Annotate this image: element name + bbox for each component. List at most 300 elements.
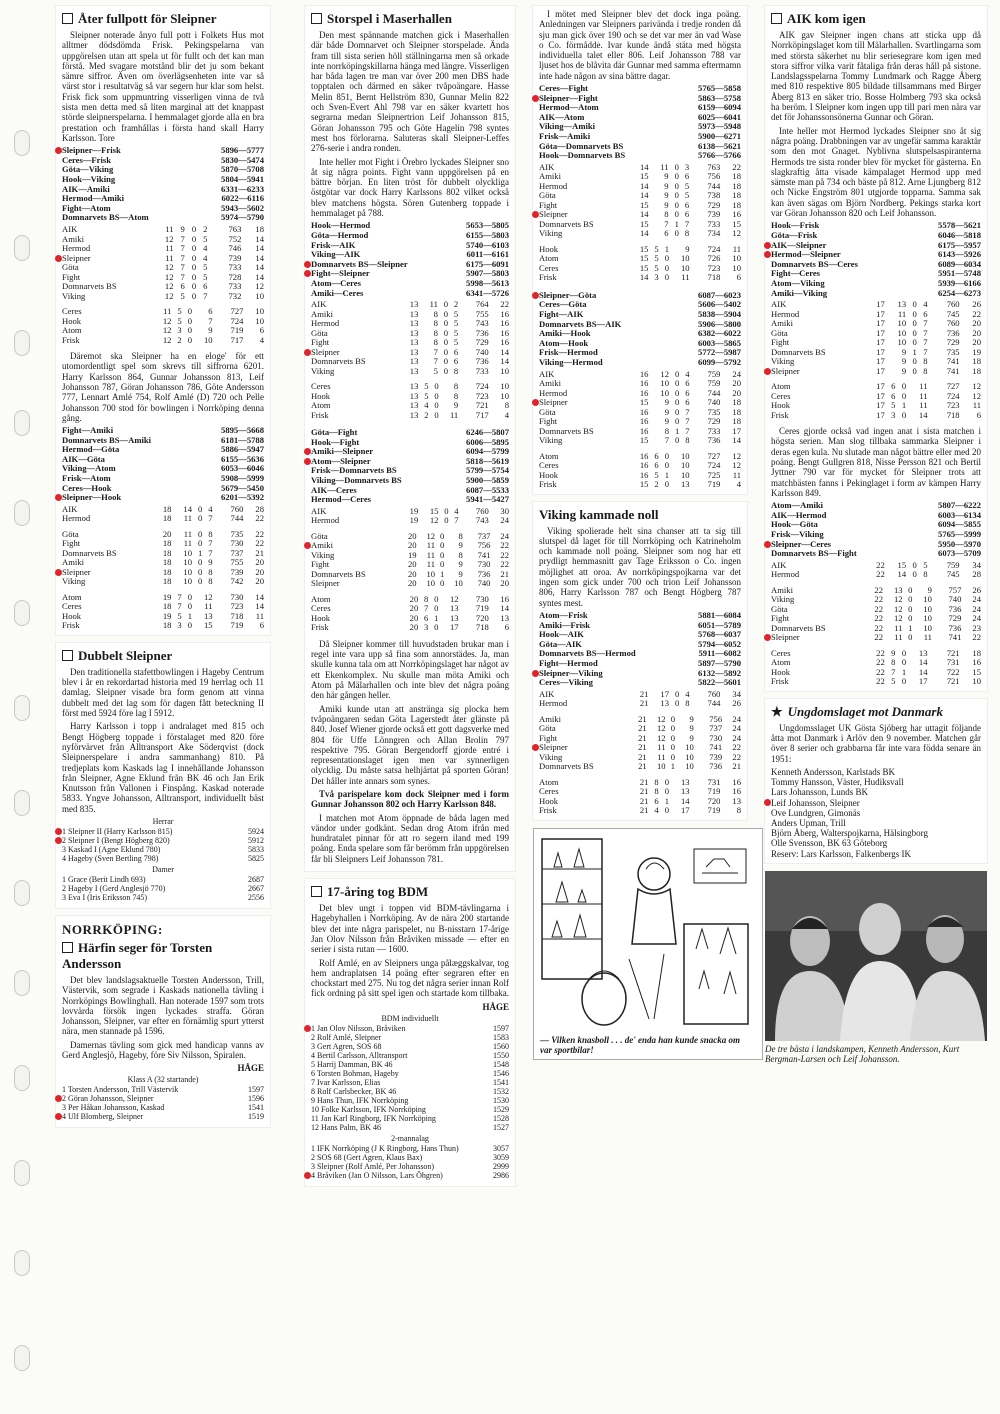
row-label: Amiki	[311, 541, 398, 551]
row-value: 759	[946, 559, 960, 570]
row-value: 18	[732, 397, 741, 408]
row-value: 0	[187, 601, 192, 612]
row-value: 12	[162, 334, 172, 345]
article-headline: AIK kom igen	[771, 11, 981, 27]
row-value: 7	[180, 271, 185, 282]
list-item	[62, 884, 264, 893]
row-value: 3059	[493, 1152, 509, 1162]
row-value: 22	[874, 613, 883, 624]
row-label: Atom	[62, 591, 82, 602]
results-table	[62, 146, 264, 223]
row-value: 0	[439, 578, 445, 589]
row-value: 717	[230, 334, 244, 345]
row-value: 5	[453, 337, 459, 348]
row-value: 5896—5777	[221, 145, 264, 156]
row-value: 14	[918, 666, 928, 677]
row-value: 719	[230, 325, 244, 336]
row-value: 0	[912, 318, 917, 329]
list-item	[62, 875, 264, 884]
row-value: 12	[164, 262, 174, 273]
row-value: 22	[255, 538, 264, 549]
row-value: 740	[948, 594, 962, 605]
row-value: 6	[208, 306, 213, 317]
row-value: 1	[664, 243, 669, 254]
red-marker-icon	[532, 744, 539, 751]
player-list	[771, 767, 981, 859]
binder-hole	[14, 1345, 30, 1371]
row-value: 22	[876, 569, 885, 580]
row-label: Frisk—AIK	[311, 239, 356, 250]
row-value: 743	[475, 318, 489, 329]
row-value: 5951—5748	[938, 268, 981, 279]
row-value: 22	[876, 676, 885, 687]
row-value: 20	[409, 603, 419, 614]
row-value: 0	[908, 613, 913, 624]
row-label: Göta—Fight	[311, 427, 358, 438]
row-value: 20	[972, 337, 981, 348]
row-value: 16	[639, 387, 649, 398]
row-value: 721	[946, 647, 960, 658]
row-label: 2 SOS 68 (Gert Agren, Klaus Bax)	[311, 1152, 423, 1162]
row-value: 744	[707, 698, 721, 709]
row-value: 0	[439, 549, 445, 560]
row-value: 22	[255, 513, 264, 524]
list-item	[311, 1060, 509, 1069]
row-label: Domnarvets BS	[539, 218, 594, 229]
row-value: 6143—5926	[938, 249, 981, 260]
row-value: 0	[674, 368, 680, 379]
row-value: 5830—5474	[221, 154, 264, 165]
row-value: 757	[948, 584, 962, 595]
row-value: 12	[972, 381, 981, 392]
red-marker-icon	[764, 541, 771, 548]
row-value: 17	[876, 356, 885, 367]
results-list	[311, 1014, 509, 1180]
row-value: 0	[674, 161, 679, 172]
row-label: Hermod	[539, 698, 568, 709]
row-label: Hermod—Atom	[539, 102, 599, 113]
row-label: 7 Ivar Karlsson, Elias	[311, 1077, 381, 1087]
row-value: 20	[255, 566, 264, 577]
row-value: 8	[923, 569, 928, 580]
row-value: 9	[208, 325, 213, 336]
row-value: 8	[654, 776, 659, 787]
row-value: 760	[230, 503, 244, 514]
row-value: 12	[164, 290, 174, 301]
match-result-row	[771, 289, 981, 299]
row-label: Sleipner—Hook	[62, 493, 202, 503]
standings-table	[311, 595, 509, 633]
row-label: Atom	[771, 657, 791, 668]
row-value: 14	[918, 657, 928, 668]
row-value: 4	[654, 805, 659, 816]
row-label: Domnarvets BS—Amiki	[62, 434, 152, 445]
standings-row	[62, 621, 264, 631]
row-label: Amiki	[539, 713, 561, 724]
row-value: 17	[876, 299, 885, 310]
row-value: 8	[685, 698, 690, 709]
row-value: 10	[923, 613, 932, 624]
row-value: 11	[429, 299, 438, 310]
row-value: 0	[434, 603, 439, 614]
row-value: 24	[972, 594, 981, 605]
row-value: 24	[732, 723, 741, 734]
row-label: Fight—Atom	[62, 202, 111, 213]
list-title: Damer	[152, 865, 174, 874]
row-label: Hook—Fight	[311, 436, 360, 447]
row-value: 1	[901, 400, 907, 411]
row-value: 760	[475, 505, 489, 516]
row-value: 2556	[248, 893, 264, 902]
row-label: Amiki	[539, 378, 561, 389]
row-value: 6073—5709	[938, 548, 981, 559]
row-value: 17	[876, 381, 885, 392]
row-value: 7	[433, 356, 438, 367]
row-value: 21	[639, 688, 649, 699]
row-value: 6382—6022	[698, 328, 741, 339]
row-label: Fight—Ceres	[771, 268, 821, 279]
list-title: 2-mannalag	[391, 1133, 429, 1143]
row-value: 13	[409, 365, 419, 376]
row-value: 5740—6103	[466, 239, 509, 250]
row-value: 1	[197, 547, 203, 558]
row-value: 11	[923, 632, 932, 643]
row-value: 5	[203, 233, 208, 244]
row-value: 21	[255, 547, 264, 558]
row-label: AIK—Atom	[539, 111, 585, 122]
row-value: 24	[500, 515, 509, 526]
row-value: 19	[162, 610, 172, 621]
row-value: 18	[162, 538, 172, 549]
row-value: 20	[407, 530, 417, 541]
row-label: Domnarvets BS	[539, 761, 594, 772]
row-value: 17	[660, 688, 669, 699]
row-value: 17	[876, 365, 885, 376]
row-value: 16	[639, 425, 649, 436]
row-value: 14	[639, 180, 649, 191]
row-label: Hermod—Göta	[62, 444, 120, 455]
row-value: 8	[433, 308, 438, 319]
row-label: 5 Harrij Damman, BK 46	[311, 1059, 393, 1069]
row-value: 4	[685, 688, 690, 699]
row-value: 16	[972, 657, 981, 668]
standings-table	[311, 300, 509, 376]
row-label: Fight	[771, 613, 790, 624]
row-value: 14	[255, 233, 264, 244]
row-value: 13	[409, 346, 419, 357]
row-value: 5	[891, 400, 896, 411]
row-value: 1541	[248, 1103, 264, 1113]
row-label: Frisk—Domnarvets BS	[311, 465, 397, 476]
row-value: 5	[654, 243, 659, 254]
row-value: 731	[946, 657, 960, 668]
row-value: 13	[409, 299, 419, 310]
row-value: 5906—5800	[698, 318, 741, 329]
row-value: 14	[680, 795, 690, 806]
row-label: 6 Torsten Bohman, Hageby	[311, 1068, 399, 1078]
row-value: 10	[680, 460, 690, 471]
row-label: Atom	[771, 381, 791, 392]
row-value: 0	[191, 290, 197, 301]
row-value: 1	[664, 795, 669, 806]
row-value: 11	[183, 528, 192, 539]
row-value: 5765—5999	[938, 528, 981, 539]
row-value: 6011—6161	[466, 249, 509, 260]
cartoon-caption: — Vilken knasboll . . . de' enda han kunde snacka om var sportbilar!	[540, 1034, 741, 1055]
row-value: 6	[504, 622, 509, 633]
row-value: 21	[638, 761, 647, 772]
row-value: 20	[407, 578, 417, 589]
row-value: 26	[732, 698, 741, 709]
row-value: 719	[707, 479, 721, 490]
byline: HÅGE	[482, 1001, 509, 1012]
row-value: 0	[187, 620, 192, 631]
row-value: 8	[923, 365, 928, 376]
row-value: 23	[972, 622, 981, 633]
list-item	[311, 1144, 509, 1153]
red-marker-icon	[532, 670, 539, 677]
row-label: Amiki	[62, 233, 84, 244]
row-value: 739	[230, 566, 244, 577]
row-label: Hook—Frisk	[771, 220, 820, 231]
row-label: Viking	[311, 365, 335, 376]
row-value: 20	[409, 612, 419, 623]
row-label: Ceres	[539, 262, 559, 273]
row-value: 17	[876, 308, 885, 319]
match-result-row	[539, 151, 741, 161]
row-value: 752	[228, 233, 242, 244]
row-label: 2 Hageby I (Gerd Anglesjö 770)	[62, 884, 166, 893]
row-label: Viking—Hermod	[539, 356, 603, 367]
row-label: Sleipner—Ceres	[771, 540, 919, 550]
row-value: 22	[874, 594, 883, 605]
row-label: Ceres	[311, 603, 331, 614]
row-value: 15	[639, 218, 649, 229]
row-value: 2999	[493, 1161, 509, 1171]
row-label: Domnarvets BS	[771, 346, 826, 357]
article-body: Inte heller mot Fight i Örebro lyckades Sleipner sno åt sig några points. Fight vann uppgörelsen på en bättre början. En liten tröst för dubbelt olyckliga östgötar var dock Harry Karlssons 802 vilket också blev matchens högsta. Sören Gutenberg toppade i hemmalaget på 788.	[311, 156, 509, 219]
row-value: 5765—5858	[698, 83, 741, 94]
row-value: 730	[475, 593, 489, 604]
row-label: Göta	[311, 327, 328, 338]
row-value: 22	[876, 657, 885, 668]
row-value: 5	[177, 306, 182, 317]
row-value: 17	[449, 622, 459, 633]
row-value: 2986	[493, 1170, 509, 1180]
binder-hole	[14, 1065, 30, 1091]
row-value: 6	[654, 795, 659, 806]
row-value: 13	[500, 612, 509, 623]
row-value: 11	[972, 400, 981, 411]
row-value: 7	[180, 243, 185, 254]
row-value: 18	[972, 365, 981, 376]
row-value: 0	[197, 576, 203, 587]
list-item	[62, 854, 264, 863]
row-value: 0	[664, 776, 669, 787]
row-value: 722	[946, 666, 960, 677]
row-value: 13	[897, 299, 907, 310]
row-value: 5	[433, 365, 438, 376]
row-label: Atom	[539, 450, 559, 461]
list-item	[311, 1078, 509, 1087]
row-label: Sleipner	[771, 633, 863, 643]
row-value: 4	[203, 252, 208, 263]
row-value: 10	[183, 566, 192, 577]
binder-hole	[14, 330, 30, 356]
row-label: Viking	[771, 356, 795, 367]
row-value: 0	[664, 805, 669, 816]
red-marker-icon	[55, 494, 62, 501]
row-label: Frisk—Atom	[62, 473, 111, 484]
match-result-row	[539, 358, 741, 368]
row-value: 7	[684, 218, 690, 229]
row-label: Atom—Hook	[539, 337, 589, 348]
standings-table	[539, 715, 741, 772]
row-value: 0	[674, 435, 680, 446]
row-label: Hermod	[311, 318, 340, 329]
row-value: 11	[426, 559, 436, 570]
row-value: 14	[255, 601, 264, 612]
row-value: 6003—5865	[698, 337, 741, 348]
row-value: 8	[453, 365, 459, 376]
article-body: Damernas tävling som gick med handicap vanns av Gerd Anglesjö, Hageby, före Siv Nilsson, Spiralen.	[62, 1039, 264, 1061]
row-value: 11	[165, 243, 174, 254]
row-label: Viking	[62, 290, 86, 301]
row-value: 0	[674, 171, 679, 182]
row-value: 1519	[248, 1112, 264, 1122]
row-value: 5912	[248, 836, 264, 845]
row-value: 744	[230, 513, 244, 524]
row-value: 0	[443, 327, 449, 338]
row-value: 5870—5708	[221, 164, 264, 175]
row-value: 0	[187, 591, 192, 602]
row-label: 1 Sleipner II (Harry Karlsson 815)	[62, 827, 238, 836]
row-value: 6	[684, 199, 690, 210]
row-value: 2	[203, 224, 208, 235]
row-value: 21	[500, 568, 509, 579]
article-body: Harry Karlsson i topp i andralaget med 815 och Bengt Högberg toppade i förstalaget med 820 före nyförvärvet från Alltransport Ake Söderqvist (dock Sleipnerspelare i andra sammanhang) 810. På tredjeplats kom Kaskads lag I innehållande Johansson från Sleipner, Agne Eklund från BK 46 och Jan Erik Knutsson från Vallonen i Finspång. Kaskad noterade 5833. Yngve Johansson, Alltransport, individuellt bäst med 835.	[62, 721, 264, 814]
red-marker-icon	[304, 458, 311, 465]
row-value: 20	[500, 578, 509, 589]
row-label: Hermod—Ceres	[311, 494, 371, 505]
row-value: 14	[255, 252, 264, 263]
row-label: 1 Jan Olov Nilsson, Bråviken	[311, 1024, 487, 1033]
article-headline: Härfin seger för Torsten Andersson	[62, 940, 213, 971]
row-value: 0	[197, 528, 203, 539]
row-value: 5804—5941	[221, 174, 264, 185]
standings-row	[539, 480, 741, 490]
row-value: 15	[639, 171, 649, 182]
row-value: 0	[674, 416, 680, 427]
row-value: 13	[680, 479, 690, 490]
row-value: 756	[477, 540, 491, 551]
row-value: 16	[639, 469, 649, 480]
row-value: 10	[897, 337, 907, 348]
row-value: 16	[500, 327, 509, 338]
row-value: 6155—5636	[221, 453, 264, 464]
list-item	[311, 1114, 509, 1123]
standings-row	[62, 336, 264, 346]
row-value: 727	[707, 450, 721, 461]
row-value: 0	[674, 199, 679, 210]
row-value: 16	[500, 318, 509, 329]
list-rows	[62, 1085, 264, 1121]
row-label: AIK	[539, 688, 555, 699]
row-value: 22	[874, 584, 883, 595]
row-value: 5907—5803	[466, 268, 509, 279]
row-value: 24	[732, 732, 741, 743]
row-value: 19	[972, 346, 981, 357]
row-value: 5941—5427	[466, 494, 509, 505]
row-value: 741	[709, 742, 723, 753]
row-value: 10	[923, 594, 932, 605]
row-value: 5	[891, 676, 896, 687]
results-table	[311, 221, 509, 298]
row-label: 2 Sleipner I (Bengt Högberg 820)	[62, 836, 238, 845]
row-label: Amiki	[62, 557, 84, 568]
row-value: 5998—5613	[466, 277, 509, 288]
player-name: Lars Johansson, Lunds BK	[771, 787, 868, 798]
binder-hole	[14, 1250, 30, 1276]
row-value: 745	[946, 308, 960, 319]
row-value: 736	[475, 356, 489, 367]
row-value: 5653—5805	[466, 220, 509, 231]
row-value: 6246—5807	[466, 427, 509, 438]
row-label: Sleipner	[62, 568, 151, 578]
row-value: 13	[409, 400, 419, 411]
row-label: 2 Göran Johansson, Sleipner	[62, 1094, 240, 1103]
player-name: Kenneth Andersson, Karlstads BK	[771, 766, 895, 777]
row-value: 735	[707, 406, 721, 417]
row-label: Hook—Domnarvets BS	[539, 150, 626, 161]
row-value: 15	[639, 479, 649, 490]
row-value: 10	[923, 622, 932, 633]
row-value: 10	[897, 327, 907, 338]
row-label: Frisk—Viking	[771, 528, 824, 539]
row-value: 1529	[493, 1104, 509, 1114]
row-value: 18	[162, 557, 172, 568]
row-value: 0	[674, 190, 679, 201]
row-value: 736	[948, 622, 962, 633]
row-value: 18	[162, 503, 172, 514]
row-value: 763	[707, 161, 721, 172]
row-value: 5	[654, 469, 659, 480]
row-value: 760	[946, 299, 960, 310]
row-label: Frisk	[539, 805, 557, 816]
row-value: 0	[443, 308, 449, 319]
row-label: 3 Gert Agren, SOS 68	[311, 1041, 382, 1051]
row-value: 12	[449, 593, 459, 604]
row-value: 20	[409, 593, 419, 604]
list-title: Herrar	[152, 817, 174, 826]
row-value: 0	[912, 337, 917, 348]
row-value: 14	[897, 569, 907, 580]
red-marker-icon	[304, 1172, 311, 1179]
row-label: Domnarvets BS	[311, 356, 366, 367]
row-label: AIK—Sleipner	[771, 241, 919, 251]
row-value: 0	[444, 515, 449, 526]
row-value: 6	[923, 308, 928, 319]
standings-row	[771, 570, 981, 580]
row-value: 3	[684, 161, 690, 172]
row-value: 12	[429, 515, 439, 526]
article-body: Viking spolierade helt sina chanser att ta sig till slutspel då laget för till Norrköping och Katrineholm och kammade noll poäng. Sleipner som nog har ett prydligt hemmasnitt gav Tage Eriksson o Co. ingen möjlighet att oroa. Av norrköpingspojkarna var det ingen som gick under 700 och trion Leif Johansson 806, Harry Karlsson 787 och Bengt Högberg 787 syntes mest.	[539, 525, 741, 608]
row-value: 9	[664, 397, 669, 408]
row-label: 4 Bråviken (Jan O Nilsson, Lars Öhgren)	[311, 1171, 490, 1180]
row-value: 741	[477, 549, 491, 560]
row-value: 5863—5758	[698, 92, 741, 103]
list-title: BDM individuellt	[381, 1013, 439, 1023]
